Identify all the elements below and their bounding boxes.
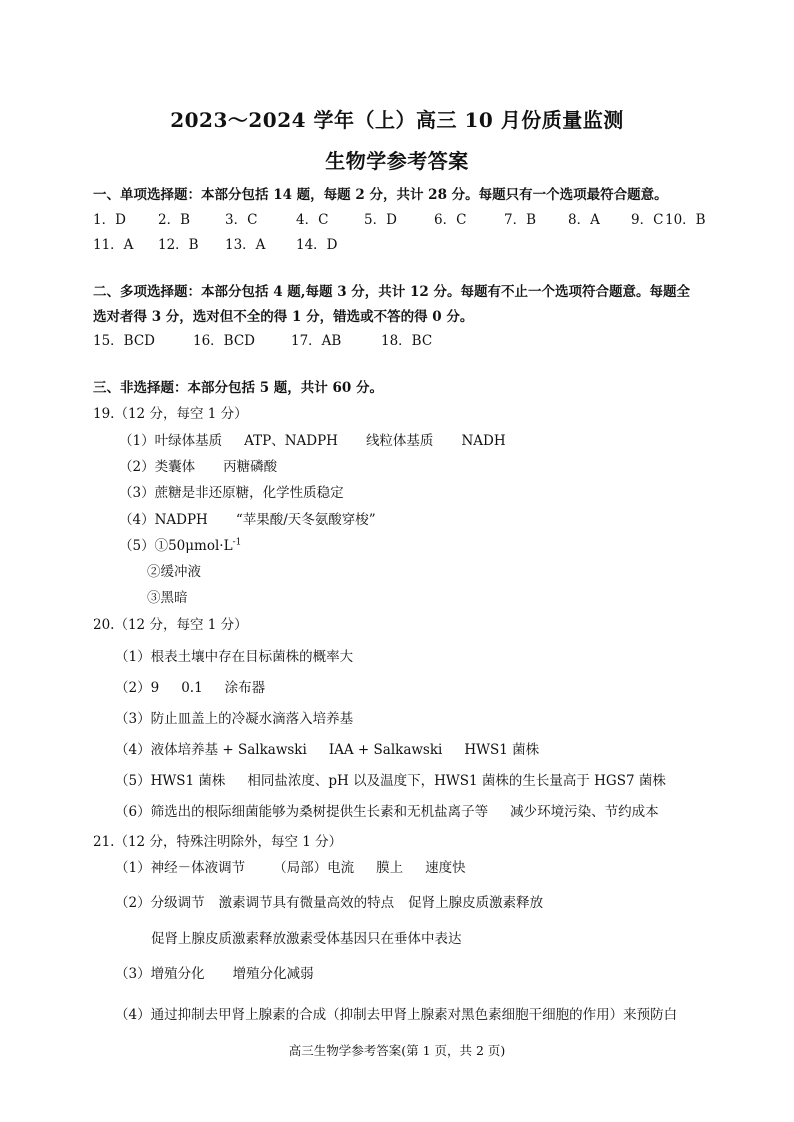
answer-item: 3．C <box>225 212 258 228</box>
q21-answer-2: （2）分级调节 激素调节具有微量高效的特点 促肾上腺皮质激素释放 <box>115 895 544 911</box>
section-3-header: 三、非选择题：本部分包括 5 题，共计 60 分。 <box>93 380 383 396</box>
document-title: 2023～2024 学年（上）高三 10 月份质量监测 <box>170 108 624 132</box>
answer-item: 12．B <box>158 237 199 253</box>
answer-item: 14．D <box>296 237 338 253</box>
answer-item: 8．A <box>568 212 600 228</box>
answer-item: 2．B <box>158 212 191 228</box>
q20-answer-4: （4）液体培养基 + Salkawski IAA + Salkawski HWS1 菌株 <box>115 742 540 758</box>
q21-answer-2-b: 促肾上腺皮质激素释放激素受体基因只在垂体中表达 <box>151 931 462 947</box>
q20-answer-6: （6）筛选出的根际细菌能够为桑树提供生长素和无机盐离子等 减少环境污染、节约成本 <box>115 804 659 820</box>
answer-item: 16．BCD <box>193 333 256 349</box>
q21-head: 21.（12 分，特殊注明除外，每空 1 分） <box>93 834 343 850</box>
answer-item: 17．AB <box>291 333 342 349</box>
q19-head: 19.（12 分，每空 1 分） <box>93 406 248 422</box>
answer-item: 10．B <box>665 212 706 228</box>
document-subtitle: 生物学参考答案 <box>325 149 469 173</box>
answer-item: 13．A <box>225 237 266 253</box>
q19-answer-2: （2）类囊体 丙糖磷酸 <box>119 459 278 475</box>
q19-answer-4: （4）NADPH “苹果酸/天冬氨酸穿梭” <box>119 512 376 528</box>
q21-answer-4: （4）通过抑制去甲肾上腺素的合成（抑制去甲肾上腺素对黑色素细胞干细胞的作用）来预防白 <box>115 1007 678 1023</box>
answer-item: 4．C <box>296 212 329 228</box>
answer-item: 9．C <box>631 212 664 228</box>
answer-item: 7．B <box>504 212 537 228</box>
section-2-header-line-2: 选对者得 3 分，选对但不全的得 1 分，错选或不答的得 0 分。 <box>93 309 474 325</box>
answer-item: 18．BC <box>381 333 433 349</box>
answer-item: 6．C <box>434 212 467 228</box>
q19-answer-5: $(5)①50\mu mol\cdot L^{-1}$ <box>119 537 242 554</box>
answer-item: 15．BCD <box>93 333 156 349</box>
answer-item: 1．D <box>93 212 126 228</box>
section-2-header-line-1: 二、多项选择题：本部分包括 4 题,每题 3 分，共计 12 分。每题有不止一个选项符合题意。每题全 <box>93 284 690 300</box>
q20-answer-1: （1）根表土壤中存在目标菌株的概率大 <box>115 649 354 665</box>
q19-answer-5-c: ③黑暗 <box>147 590 188 606</box>
q20-answer-2: （2）9 0.1 涂布器 <box>115 680 266 696</box>
q20-answer-5: （5）HWS1 菌株 相同盐浓度、pH 以及温度下，HWS1 菌株的生长量高于 HGS7 菌株 <box>115 773 666 789</box>
q20-answer-3: （3）防止皿盖上的冷凝水滴落入培养基 <box>115 711 354 727</box>
answer-item: 11．A <box>93 237 134 253</box>
q19-answer-1: （1）叶绿体基质 ATP、NADPH 线粒体基质 NADH <box>119 433 506 449</box>
q19-answer-5-b: ②缓冲液 <box>147 564 201 580</box>
section-1-header: 一、单项选择题：本部分包括 14 题，每题 2 分，共计 28 分。每题只有一个选项最符合题意。 <box>93 187 668 203</box>
q20-head: 20.（12 分，每空 1 分） <box>93 617 248 633</box>
q21-answer-1: （1）神经－体液调节 （局部）电流 膜上 速度快 <box>115 860 466 876</box>
q21-answer-3: （3）增殖分化 增殖分化减弱 <box>115 966 314 982</box>
page-footer: 高三生物学参考答案(第 1 页，共 2 页) <box>288 1043 506 1058</box>
answer-item: 5．D <box>364 212 397 228</box>
q19-answer-3: （3）蔗糖是非还原糖，化学性质稳定 <box>119 485 344 501</box>
